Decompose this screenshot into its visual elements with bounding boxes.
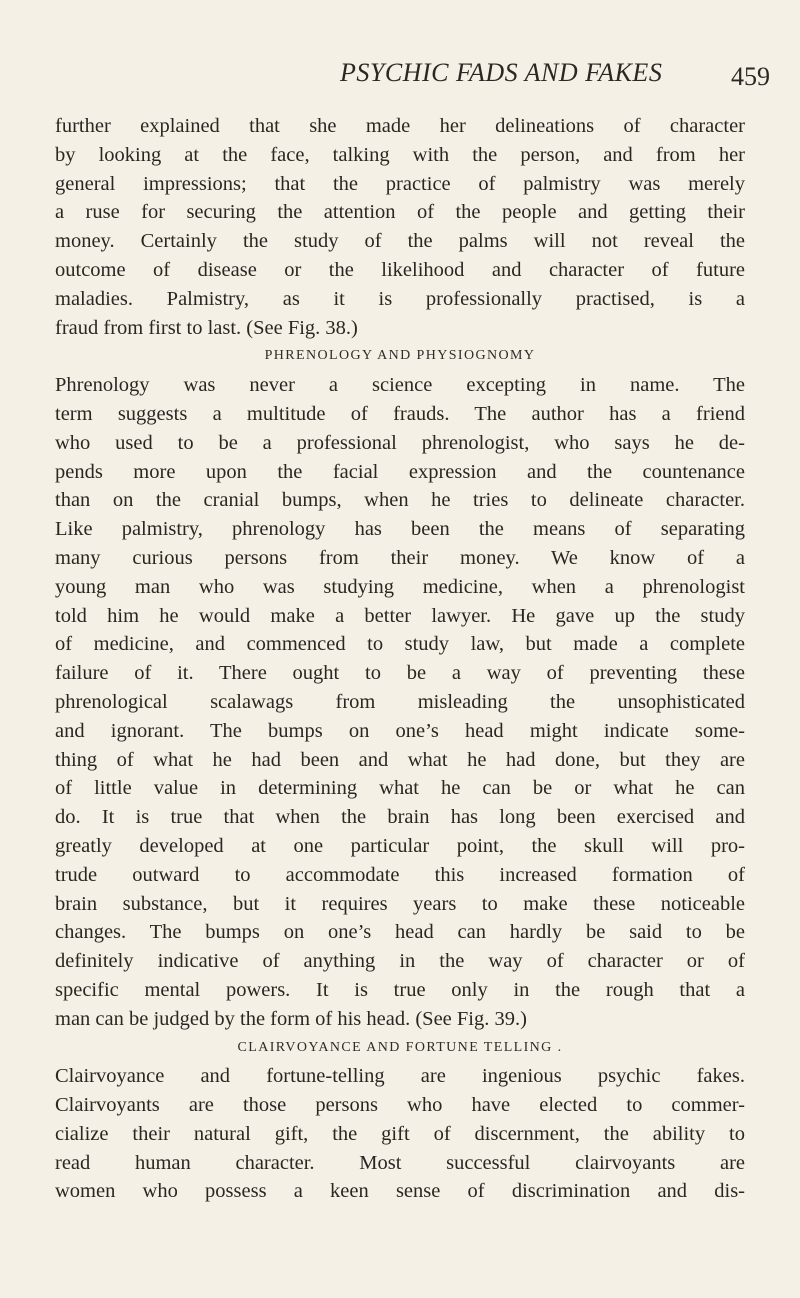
text-line: read human character. Most successful clairvoyants are	[55, 1151, 745, 1174]
text-line: further explained that she made her delineations of character	[55, 115, 745, 137]
text-line: thing of what he had been and what he had done, but they are	[55, 748, 745, 771]
text-line: told him he would make a better lawyer. He gave up the study	[55, 604, 745, 627]
body-text	[55, 112, 745, 1206]
text-line: definitely indicative of anything in the way of character or of	[55, 950, 745, 973]
section-heading-phrenology: PHRENOLOGY AND PHYSIOGNOMY	[264, 348, 536, 364]
text-line: women who possess a keen sense of discrimination and dis-	[55, 1180, 745, 1203]
text-line: than on the cranial bumps, when he tries to delineate character.	[55, 489, 745, 512]
paragraph-clairvoyance	[55, 1062, 745, 1206]
text-line: of medicine, and commenced to study law, but made a complete	[55, 633, 745, 656]
text-line: brain substance, but it requires years to make these noticeable	[55, 892, 745, 915]
text-line: greatly developed at one particular point, the skull will pro-	[55, 834, 745, 857]
text-line: phrenological scalawags from misleading the unsophisticated	[55, 690, 745, 713]
text-line: by looking at the face, talking with the person, and from her	[55, 143, 745, 166]
text-line: pends more upon the facial expression and the countenance	[55, 460, 745, 483]
page-number: 459	[731, 62, 770, 91]
text-line: Phrenology was never a science excepting in name. The	[55, 374, 745, 397]
text-line: fraud from first to last. (See Fig. 38.)	[55, 316, 358, 339]
paragraph-phrenology	[55, 371, 745, 1033]
text-line: trude outward to accommodate this increased formation of	[55, 863, 745, 886]
text-line: who used to be a professional phrenologist, who says he de-	[55, 431, 745, 454]
text-line: Clairvoyance and fortune-telling are ingenious psychic fakes.	[55, 1065, 745, 1088]
paragraph-palmistry	[55, 112, 745, 342]
text-line: term suggests a multitude of frauds. The author has a friend	[55, 402, 745, 425]
text-line: many curious persons from their money. We know of a	[55, 546, 745, 569]
text-line: specific mental powers. It is true only in the rough that a	[55, 978, 745, 1001]
text-line: maladies. Palmistry, as it is professionally practised, is a	[55, 287, 745, 310]
text-line: young man who was studying medicine, when a phrenologist	[55, 575, 745, 598]
text-line: general impressions; that the practice of palmistry was merely	[55, 172, 745, 195]
running-title: PSYCHIC FADS AND FAKES	[340, 58, 663, 87]
text-line: man can be judged by the form of his head. (See Fig. 39.)	[55, 1007, 527, 1030]
text-line: Clairvoyants are those persons who have elected to commer-	[55, 1094, 745, 1117]
text-line: cialize their natural gift, the gift of discernment, the ability to	[55, 1122, 745, 1145]
text-line: of little value in determining what he can be or what he can	[55, 777, 745, 800]
text-line: do. It is true that when the brain has long been exercised and	[55, 806, 745, 829]
text-line: money. Certainly the study of the palms will not reveal the	[55, 230, 745, 253]
text-line: a ruse for securing the attention of the people and getting their	[55, 201, 745, 224]
text-line: Like palmistry, phrenology has been the means of separating	[55, 518, 745, 541]
section-heading-clairvoyance: CLAIRVOYANCE AND FORTUNE TELLING .	[237, 1039, 563, 1055]
text-line: changes. The bumps on one’s head can hardly be said to be	[55, 921, 745, 944]
text-line: outcome of disease or the likelihood and character of future	[55, 258, 745, 281]
running-head	[0, 58, 800, 98]
text-line: failure of it. There ought to be a way of preventing these	[55, 662, 745, 685]
text-line: and ignorant. The bumps on one’s head might indicate some-	[55, 719, 745, 742]
